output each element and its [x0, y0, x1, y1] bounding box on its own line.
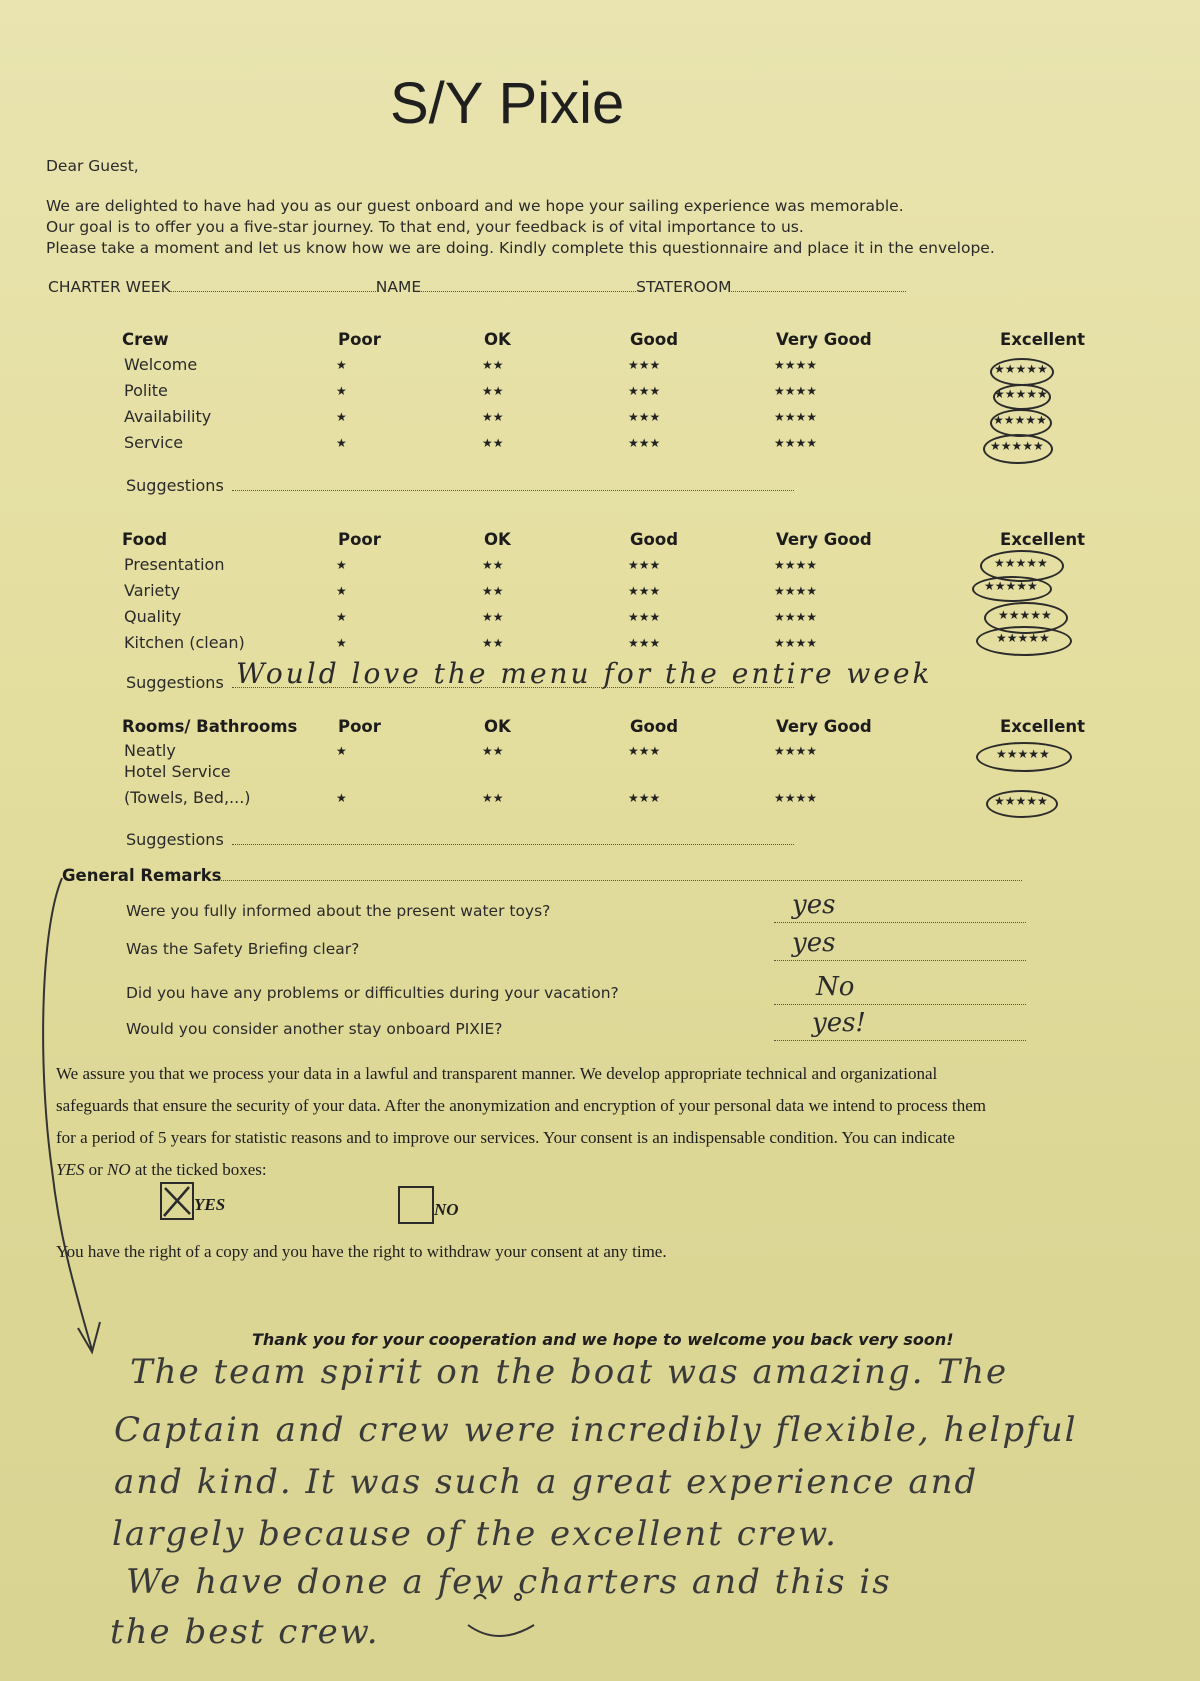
rating-stars-option[interactable]: ★ [336, 791, 347, 805]
rating-stars-option[interactable]: ★ [336, 410, 347, 424]
charter-fields [48, 278, 906, 296]
handwritten-note-line: the best crew. [110, 1612, 380, 1652]
rating-stars-option[interactable]: ★★★★ [774, 744, 818, 758]
rating-row-label: Service [124, 433, 184, 452]
rating-stars-excellent: ★★★★★ [993, 413, 1047, 427]
consent-line [56, 1154, 1156, 1186]
rating-stars-excellent: ★★★★★ [994, 794, 1048, 808]
rating-column-header: Poor [338, 717, 381, 736]
rating-stars-excellent: ★★★★★ [994, 556, 1048, 570]
rating-stars-excellent: ★★★★★ [984, 579, 1038, 593]
rating-stars-option[interactable]: ★ [336, 384, 347, 398]
general-question: Were you fully informed about the present water toys? [126, 902, 551, 920]
suggestions-field[interactable] [232, 490, 794, 491]
rating-stars-option[interactable]: ★ [336, 436, 347, 450]
rating-column-header: Excellent [1000, 717, 1086, 736]
rating-stars-option[interactable]: ★★★★ [774, 410, 818, 424]
rating-stars-option[interactable]: ★★ [482, 744, 504, 758]
rating-stars-option[interactable]: ★ [336, 584, 347, 598]
name-label: NAME [375, 278, 422, 296]
rating-stars-option[interactable]: ★★★ [628, 436, 661, 450]
rating-row-label: Variety [124, 581, 181, 600]
rating-stars-excellent: ★★★★★ [994, 387, 1048, 401]
general-question: Did you have any problems or difficulties during your vacation? [126, 984, 619, 1002]
rating-column-header: OK [484, 330, 511, 349]
rating-stars-option[interactable]: ★★★★ [774, 358, 818, 372]
rating-row-label: (Towels, Bed,...) [124, 788, 251, 807]
stateroom-label: STATEROOM [636, 278, 732, 296]
rating-row-label: Neatly [124, 741, 176, 760]
general-question: Would you consider another stay onboard PIXIE? [126, 1020, 503, 1038]
answer-field[interactable] [774, 960, 1026, 961]
hand-arrow-icon [30, 870, 110, 1360]
name-field[interactable] [421, 279, 636, 292]
suggestions-label: Suggestions [126, 673, 224, 692]
rating-stars-option[interactable]: ★ [336, 636, 347, 650]
rating-stars-option[interactable]: ★★★ [628, 636, 661, 650]
consent-no-word: NO [107, 1160, 131, 1179]
consent-line: safeguards that ensure the security of your data. After the anonymization and encryption of your personal data we intend to process them [56, 1096, 986, 1115]
rating-stars-option[interactable]: ★★★★ [774, 791, 818, 805]
consent-yes-label: YES [194, 1195, 226, 1214]
consent-no-checkbox[interactable] [398, 1186, 434, 1224]
rating-stars-option[interactable]: ★ [336, 558, 347, 572]
consent-no-label: NO [434, 1200, 459, 1219]
handwritten-note-line: largely because of the excellent crew. [112, 1514, 838, 1554]
rating-stars-option[interactable]: ★★★★ [774, 558, 818, 572]
suggestions-field[interactable] [232, 844, 794, 845]
rating-stars-option[interactable]: ★★ [482, 636, 504, 650]
rating-stars-excellent: ★★★★★ [996, 631, 1050, 645]
rating-stars-option[interactable]: ★★ [482, 558, 504, 572]
consent-text [56, 1058, 1156, 1186]
consent-yes-word: YES [56, 1160, 85, 1179]
answer-handwritten: yes [792, 890, 836, 920]
stateroom-field[interactable] [731, 279, 906, 292]
rating-stars-option[interactable]: ★★★ [628, 584, 661, 598]
rating-column-header: OK [484, 530, 511, 549]
answer-handwritten: yes! [812, 1008, 866, 1038]
rating-column-header: Excellent [1000, 330, 1086, 349]
rating-stars-option[interactable]: ★★ [482, 410, 504, 424]
rating-column-header: Poor [338, 530, 381, 549]
rating-stars-option[interactable]: ★ [336, 744, 347, 758]
smiley-icon [462, 1585, 542, 1645]
suggestion-handwritten-text: Would love the menu for the entire week [236, 657, 933, 690]
rating-stars-excellent: ★★★★★ [996, 747, 1050, 761]
consent-yes-checkbox[interactable] [160, 1182, 194, 1220]
rating-column-header: Very Good [776, 530, 872, 549]
rating-row-label: Welcome [124, 355, 198, 374]
handwritten-note-line: We have done a few charters and this is [126, 1562, 892, 1602]
answer-field[interactable] [774, 1040, 1026, 1041]
consent-or-word: or [88, 1160, 103, 1179]
rating-stars-excellent: ★★★★★ [998, 608, 1052, 622]
general-question: Was the Safety Briefing clear? [126, 940, 360, 958]
rating-stars-option[interactable]: ★★★ [628, 791, 661, 805]
charter-week-field[interactable] [171, 279, 376, 292]
rating-column-header: Good [630, 530, 679, 549]
rating-column-header: Very Good [776, 717, 872, 736]
rating-stars-option[interactable]: ★★★★ [774, 610, 818, 624]
rating-column-header: Good [630, 330, 679, 349]
rating-stars-option[interactable]: ★★★ [628, 410, 661, 424]
answer-field[interactable] [774, 1004, 1026, 1005]
rating-row-label: Presentation [124, 555, 225, 574]
rating-stars-option[interactable]: ★ [336, 358, 347, 372]
handwritten-note-line: and kind. It was such a great experience and [114, 1462, 979, 1502]
rating-row-label: Hotel Service [124, 762, 231, 781]
rating-stars-option[interactable]: ★★★ [628, 744, 661, 758]
rating-column-header: Good [630, 717, 679, 736]
general-remarks-line[interactable] [214, 880, 1022, 881]
rating-row-label: Availability [124, 407, 212, 426]
rating-stars-option[interactable]: ★★ [482, 791, 504, 805]
rating-stars-option[interactable]: ★★★ [628, 610, 661, 624]
general-remarks-heading: General Remarks [62, 866, 222, 885]
rating-stars-option[interactable]: ★★★★ [774, 384, 818, 398]
rating-stars-option[interactable]: ★ [336, 610, 347, 624]
rating-row-label: Kitchen (clean) [124, 633, 245, 652]
consent-tail: at the ticked boxes: [134, 1160, 267, 1179]
rating-stars-option[interactable]: ★★★★ [774, 436, 818, 450]
answer-handwritten: yes [792, 928, 836, 958]
intro-line-3: Please take a moment and let us know how we are doing. Kindly complete this questionnaire and place it in the envelope. [46, 239, 995, 257]
suggestions-label: Suggestions [126, 476, 224, 495]
charter-week-label: CHARTER WEEK [48, 278, 171, 296]
rating-stars-option[interactable]: ★★ [482, 610, 504, 624]
check-x-icon [162, 1184, 192, 1218]
rating-row-label: Polite [124, 381, 168, 400]
rating-row-label: Quality [124, 607, 182, 626]
handwritten-note-line: The team spirit on the boat was amazing. The [130, 1352, 1009, 1392]
page-title: S/Y Pixie [390, 71, 625, 136]
rating-stars-option[interactable]: ★★ [482, 436, 504, 450]
suggestions-label: Suggestions [126, 830, 224, 849]
section-heading: Crew [122, 330, 169, 349]
consent-line: for a period of 5 years for statistic reasons and to improve our services. Your consent is an indispensable condition. You can indicate [56, 1128, 955, 1147]
consent-footer: You have the right of a copy and you have the right to withdraw your consent at any time. [56, 1242, 667, 1261]
section-heading: Rooms/ Bathrooms [122, 717, 298, 736]
rating-stars-option[interactable]: ★★★★ [774, 584, 818, 598]
rating-stars-option[interactable]: ★★ [482, 584, 504, 598]
handwritten-note-line: Captain and crew were incredibly flexible, helpful [114, 1410, 1078, 1450]
rating-column-header: Poor [338, 330, 381, 349]
section-heading: Food [122, 530, 168, 549]
rating-stars-option[interactable]: ★★ [482, 384, 504, 398]
rating-stars-option[interactable]: ★★★★ [774, 636, 818, 650]
rating-column-header: Excellent [1000, 530, 1086, 549]
rating-column-header: Very Good [776, 330, 872, 349]
rating-column-header: OK [484, 717, 511, 736]
answer-handwritten: No [816, 972, 855, 1002]
greeting: Dear Guest, [46, 157, 139, 175]
answer-field[interactable] [774, 922, 1026, 923]
rating-stars-excellent: ★★★★★ [990, 439, 1044, 453]
rating-stars-option[interactable]: ★★★ [628, 384, 661, 398]
thanks-message: Thank you for your cooperation and we hope to welcome you back very soon! [252, 1330, 954, 1349]
intro-line-1: We are delighted to have had you as our guest onboard and we hope your sailing experience was memorable. [46, 197, 904, 215]
rating-stars-option[interactable]: ★★★ [628, 358, 661, 372]
rating-stars-option[interactable]: ★★★ [628, 558, 661, 572]
rating-stars-excellent: ★★★★★ [994, 362, 1048, 376]
consent-line: We assure you that we process your data in a lawful and transparent manner. We develop appropriate technical and organizational [56, 1064, 938, 1083]
intro-line-2: Our goal is to offer you a five-star journey. To that end, your feedback is of vital importance to us. [46, 218, 804, 236]
rating-stars-option[interactable]: ★★ [482, 358, 504, 372]
